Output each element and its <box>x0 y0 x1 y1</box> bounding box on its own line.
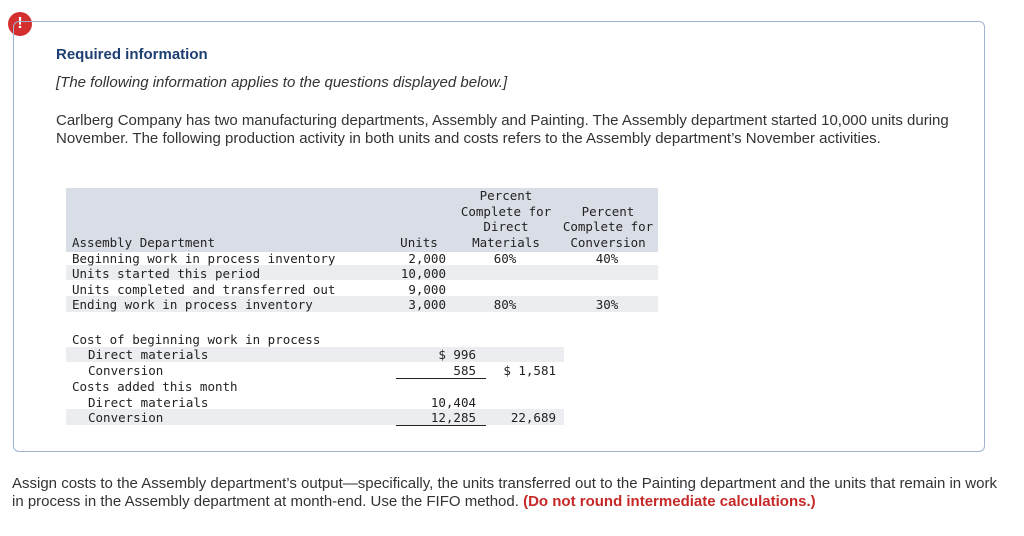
row-units: 9,000 <box>408 282 446 297</box>
question-emphasis: (Do not round intermediate calculations.) <box>523 493 816 510</box>
row-materials-percent: 60% <box>493 251 517 266</box>
intro-paragraph: Carlberg Company has two manufacturing departments, Assembly and Painting. The Assembly department started 10,000 units during November. The following production activity in both units and costs refers to the Assembly department’s November activities. <box>56 112 949 147</box>
row-label: Ending work in process inventory <box>72 297 313 312</box>
costs-added-heading: Costs added this month <box>72 379 238 394</box>
added-conversion-value: 12,285 <box>430 410 476 425</box>
added-conversion-label: Conversion <box>88 410 164 425</box>
header-conversion-line1: Percent <box>581 204 635 219</box>
header-units: Units <box>400 235 438 250</box>
added-total: 22,689 <box>510 410 556 425</box>
header-assembly-department: Assembly Department <box>72 235 215 250</box>
subtotal-rule <box>396 425 486 426</box>
row-label: Units completed and transferred out <box>72 282 336 297</box>
header-materials-line3: Direct <box>483 219 529 234</box>
row-units: 10,000 <box>400 266 446 281</box>
row-label: Units started this period <box>72 266 261 281</box>
row-conversion-percent: 40% <box>595 251 619 266</box>
beginning-conversion-label: Conversion <box>88 363 164 378</box>
info-note: [The following information applies to the questions displayed below.] <box>56 74 508 91</box>
beginning-total: $ 1,581 <box>503 363 556 378</box>
header-conversion-line2: Complete for <box>562 219 654 234</box>
row-materials-percent: 80% <box>493 297 517 312</box>
question-body: Assign costs to the Assembly department’s output—specifically, the units transferred out to the Painting department and the units that remain in work in process in the Assembly department at month-end. Use the FIFO method. <box>12 475 997 510</box>
header-conversion-line3: Conversion <box>570 235 646 250</box>
row-units: 2,000 <box>408 251 446 266</box>
added-materials-value: 10,404 <box>430 395 476 410</box>
header-materials-line4: Materials <box>472 235 540 250</box>
beginning-materials-label: Direct materials <box>88 347 209 362</box>
row-label: Beginning work in process inventory <box>72 251 336 266</box>
row-conversion-percent: 30% <box>595 297 619 312</box>
added-materials-label: Direct materials <box>88 395 209 410</box>
beginning-wip-heading: Cost of beginning work in process <box>72 332 321 347</box>
subtotal-rule <box>396 378 486 379</box>
header-materials-line2: Complete for <box>460 204 552 219</box>
row-units: 3,000 <box>408 297 446 312</box>
beginning-conversion-value: 585 <box>453 363 476 378</box>
question-text <box>12 475 1002 511</box>
beginning-materials-value: $ 996 <box>438 347 476 362</box>
alert-icon: ! <box>8 12 32 36</box>
required-information-title: Required information <box>56 46 208 63</box>
header-materials-line1: Percent <box>479 188 533 203</box>
